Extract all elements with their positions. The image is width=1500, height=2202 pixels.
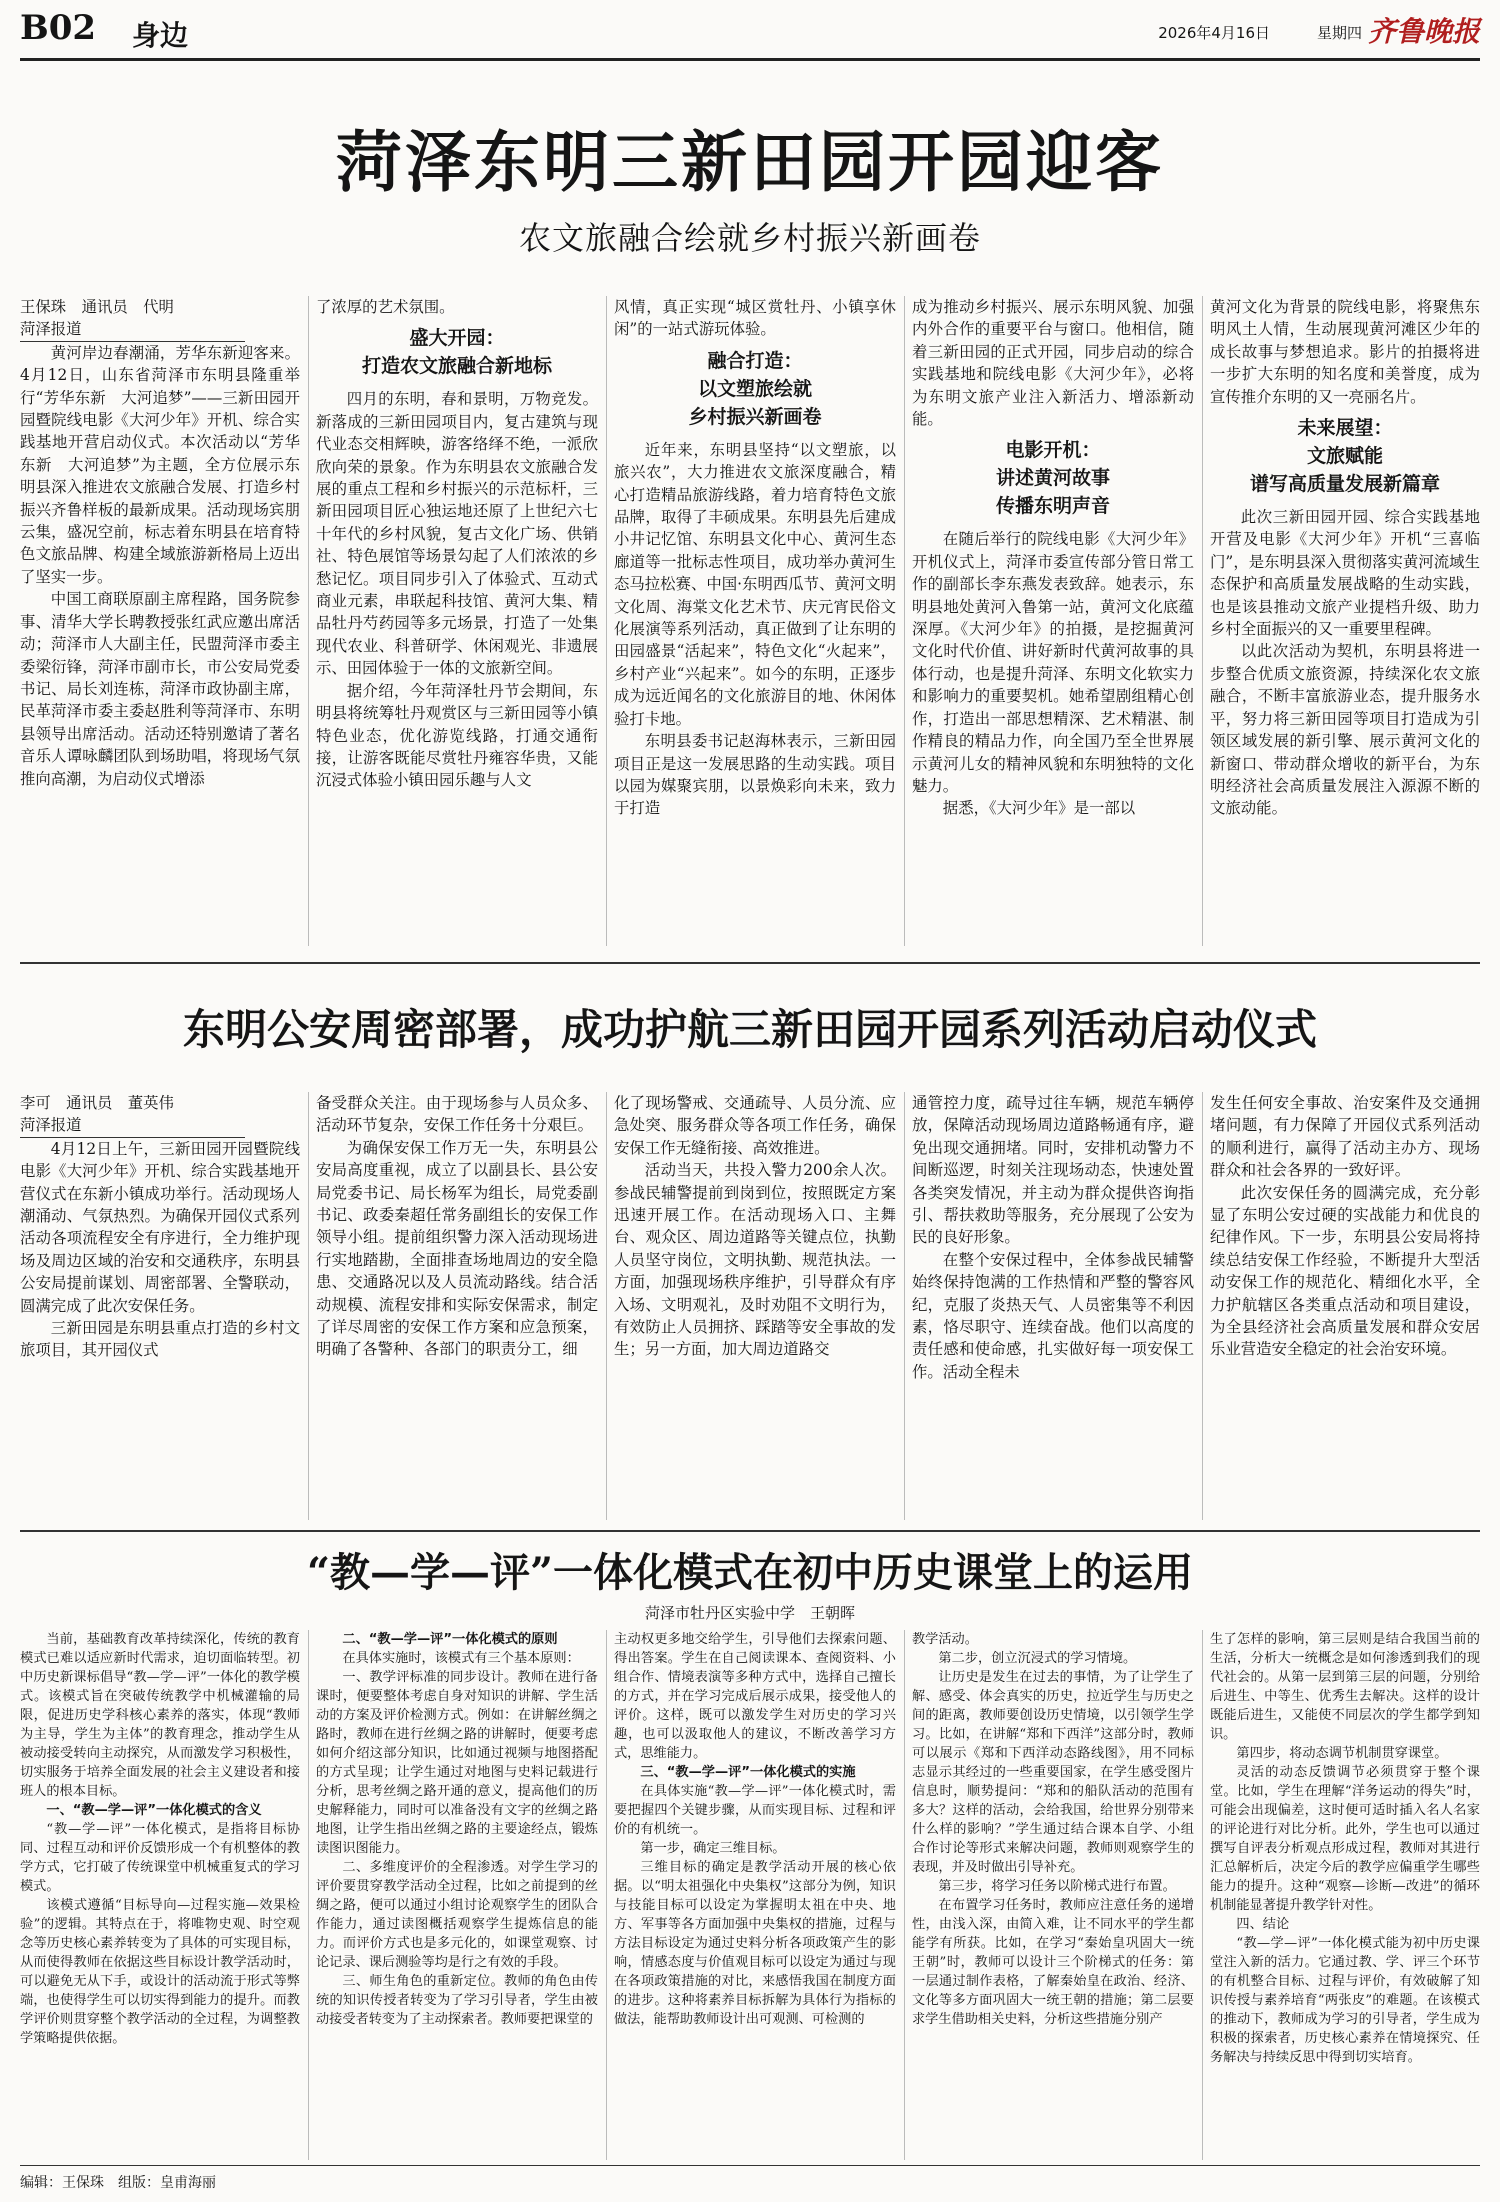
column-divider <box>606 296 607 946</box>
article3-author: 菏泽市牡丹区实验中学 王朝晖 <box>644 1604 855 1622</box>
paragraph: 第二步，创立沉浸式的学习情境。 <box>938 1651 1137 1666</box>
paragraph: 活动当天，共投入警力200余人次。参战民辅警提前到岗到位，按照既定方案迅速开展工作。在活动现场入口、主舞台、观众区、周边道路等关键点位，执勤人员坚守岗位，文明执勤、规范执法。一方面，加强现场秩序维护，引导群众有序入场、文明观礼，及时劝阻不文明行为，有效防止人员拥挤、踩踏等安全事故的发生；另一方面，加大周边道路交 <box>614 1161 896 1359</box>
subheading-line: 未来展望： <box>1297 417 1393 440</box>
article1-byline: 王保珠 通讯员 代明 <box>20 298 174 316</box>
paragraph: 据介绍，今年菏泽牡丹节会期间，东明县将统筹牡丹观赏区与三新田园等小镇特色业态，优化游览线路，打通交通衔接，让游客既能尽赏牡丹雍容华贵，又能沉浸式体验小镇田园乐趣与人文 <box>316 681 598 790</box>
subheading-line: 谱写高质量发展新篇章 <box>1249 473 1440 496</box>
paragraph: 以此次活动为契机，东明县将进一步整合优质文旅资源，持续深化农文旅融合，不断丰富旅游业态，提升服务水平，努力将三新田园等项目打造成为引领区域发展的新引擎、展示黄河文化的新窗口、带动群众增收的新平台，为东明经济社会高质量发展注入源源不断的文旅动能。 <box>1210 642 1480 818</box>
section-heading: 一、“教—学—评”一体化模式的含义 <box>46 1803 262 1818</box>
article2-column-2 <box>316 1092 598 1520</box>
article2-title: 东明公安周密部署，成功护航三新田园开园系列活动启动仪式 <box>182 1005 1317 1054</box>
paragraph: 东明县委书记赵海林表示，三新田园项目正是这一发展思路的生动实践。项目以园为媒聚宾朋，以景焕彩向未来，致力于打造 <box>614 732 896 818</box>
newspaper-logo: 齐鲁晚报 <box>1367 15 1480 48</box>
article1-column-1 <box>20 296 300 946</box>
paragraph: 第三步，将学习任务以阶梯式进行布置。 <box>938 1879 1176 1894</box>
article3-column-5 <box>1210 1630 1480 2160</box>
section-name: 身边 <box>132 19 189 52</box>
article3-title: “教—学—评”一体化模式在初中历史课堂上的运用 <box>306 1549 1193 1596</box>
paragraph: 黄河岸边春潮涌，芳华东新迎客来。4月12日，山东省菏泽市东明县隆重举行“芳华东新 大河追梦”——三新田园开园暨院线电影《大河少年》开机、综合实践基地开营启动仪式。本次活动以“芳华东新 大河追梦”为主题，全方位展示东明县深入推进农文旅融合发展、打造乡村振兴齐鲁样板的最新成果。活动现场宾朋云集，盛况空前，标志着东明县在培育特色文旅品牌、构建全域旅游新格局上迈出了坚实一步。 <box>20 343 300 586</box>
subheading-line: 乡村振兴新画卷 <box>688 405 822 428</box>
section-divider <box>20 962 1480 964</box>
paragraph: 在具体实施时，该模式有三个基本原则： <box>342 1651 580 1666</box>
paragraph: 据悉，《大河少年》是一部以 <box>942 799 1136 818</box>
column-divider <box>1202 1630 1203 2160</box>
subheading-outlook <box>1210 414 1480 498</box>
subheading-line: 打造农文旅融合新地标 <box>361 355 552 378</box>
section-heading: 二、“教—学—评”一体化模式的原则 <box>342 1632 558 1647</box>
issue-date: 2026年4月16日 <box>1158 24 1270 42</box>
paragraph: 生了怎样的影响，第三层则是结合我国当前的生活，分析大一统概念是如何渗透到我们的现代社会的。从第一层到第三层的问题，分别给后进生、中等生、优秀生去解决。这样的设计既能后进生，又能使不同层次的学生都学到知识。 <box>1210 1632 1480 1742</box>
article1-column-2 <box>316 296 598 946</box>
subheading-line: 传播东明声音 <box>995 495 1110 518</box>
article2-byline: 李可 通讯员 董英伟 <box>20 1094 174 1112</box>
article3-column-2 <box>316 1630 598 2160</box>
article2-column-1 <box>20 1092 300 1520</box>
column-divider <box>606 1630 607 2160</box>
section-divider <box>20 1530 1480 1532</box>
subheading-line: 文旅赋能 <box>1306 445 1383 468</box>
paragraph: 在随后举行的院线电影《大河少年》开机仪式上，菏泽市委宣传部分管日常工作的副部长李东燕发表致辞。她表示，东明县地处黄河入鲁第一站，黄河文化底蕴深厚。《大河少年》的拍摄，是挖掘黄河文化时代价值、讲好新时代黄河故事的具体行动，也是提升菏泽、东明文化软实力和影响力的重要契机。她希望剧组精心创作，打造出一部思想精深、艺术精湛、制作精良的精品力作，向全国乃至全世界展示黄河儿女的精神风貌和东明独特的文化魅力。 <box>912 530 1194 795</box>
paragraph: 灵活的动态反馈调节必须贯穿于整个课堂。比如，学生在理解“洋务运动的得失”时，可能会出现偏差，这时便可适时插入名人名家的评论进行对比分析。此外，学生也可以通过撰写自评表分析观点形成过程，教师对其进行汇总解析后，决定今后的教学应偏重学生哪些能力的提升。这种“观察—诊断—改进”的循环机制能显著提升教学针对性。 <box>1210 1765 1480 1913</box>
article1-subtitle: 农文旅融合绘就乡村振兴新画卷 <box>518 219 981 257</box>
page-number: B02 <box>20 8 97 48</box>
column-divider <box>904 1630 905 2160</box>
article2-column-3 <box>614 1092 896 1520</box>
paragraph: 成为推动乡村振兴、展示东明风貌、加强内外合作的重要平台与窗口。他相信，随着三新田园的正式开园，同步启动的综合实践基地和院线电影《大河少年》，必将为东明文旅产业注入新活力、增添新动能。 <box>912 298 1194 429</box>
subheading-line: 融合打造： <box>707 349 803 372</box>
paragraph: 四、结论 <box>1236 1917 1290 1932</box>
column-divider <box>1202 296 1203 946</box>
paragraph: 三新田园是东明县重点打造的乡村文旅项目，其开园仪式 <box>20 1319 300 1360</box>
article3-column-3 <box>614 1630 896 2160</box>
paragraph: 了浓厚的艺术氛围。 <box>316 298 455 316</box>
article3-column-4 <box>912 1630 1194 2160</box>
article1-column-3 <box>614 296 896 946</box>
paragraph: 在布置学习任务时，教师应注意任务的递增性，由浅入深，由简入难，让不同水平的学生都能学有所获。比如，在学习“秦始皇巩固大一统王朝”时，教师可以设计三个阶梯式的任务：第一层通过制作表格，了解秦始皇在政治、经济、文化等多方面巩固大一统王朝的措施；第二层要求学生借助相关史料，分析这些措施分别产 <box>912 1898 1194 2027</box>
paragraph: 黄河文化为背景的院线电影，将聚焦东明风土人情，生动展现黄河滩区少年的成长故事与梦想追求。影片的拍摄将进一步扩大东明的知名度和美誉度，成为宣传推介东明的又一亮丽名片。 <box>1210 298 1480 406</box>
paragraph: 让历史是发生在过去的事情，为了让学生了解、感受、体会真实的历史，拉近学生与历史之间的距离，教师要创设历史情境，以引领学生学习。比如，在讲解“郑和下西洋”这部分时，教师可以展示《郑和下西洋动态路线图》，用不同标志显示其经过的一些重要国家，在学生感受图片信息时，顺势提问：“郑和的船队活动的范围有多大？这样的活动，会给我国，给世界分别带来什么样的影响？”学生通过结合课本自学、小组合作讨论等形式来解决问题，教师则观察学生的表现，并及时做出引导补充。 <box>912 1670 1194 1875</box>
paragraph: 备受群众关注。由于现场参与人员众多、活动环节复杂，安保工作任务十分艰巨。 <box>316 1094 598 1135</box>
column-divider <box>308 296 309 946</box>
article1-column-4 <box>912 296 1194 946</box>
column-divider <box>606 1092 607 1520</box>
paragraph: 第四步，将动态调节机制贯穿课堂。 <box>1236 1746 1448 1761</box>
footer-credits: 编辑：王保珠 组版：皇甫海丽 <box>20 2175 216 2191</box>
article1-source: 菏泽报道 <box>20 318 245 341</box>
column-divider <box>904 296 905 946</box>
subheading-line: 盛大开园： <box>409 327 505 350</box>
paragraph: 第一步，确定三维目标。 <box>640 1841 786 1856</box>
subheading-grand-opening <box>316 324 598 380</box>
footer-rule <box>20 2165 1480 2166</box>
paragraph: 中国工商联原副主席程路，国务院参事、清华大学长聘教授张红武应邀出席活动；菏泽市人大副主任，民盟菏泽市委主委梁衍锋，菏泽市副市长，市公安局党委书记、局长刘连栋，菏泽市政协副主席，民革菏泽市委主委赵胜利等菏泽市、东明县领导出席活动。活动还特别邀请了著名音乐人谭咏麟团队到场助唱，将现场气氛推向高潮，为启动仪式增添 <box>20 590 300 788</box>
article1-column-5 <box>1210 296 1480 946</box>
paragraph: 三维目标的确定是教学活动开展的核心依据。以“明太祖强化中央集权”这部分为例，知识与技能目标可以设定为掌握明太祖在中央、地方、军事等各方面加强中央集权的措施，过程与方法目标设定为通过史料分析各项政策产生的影响，情感态度与价值观目标可以设定为通过与现在各项政策措施的对比，来感悟我国在制度方面的进步。这种将素养目标拆解为具体行为指标的做法，能帮助教师设计出可观测、可检测的 <box>614 1860 896 2027</box>
paragraph: “教—学—评”一体化模式能为初中历史课堂注入新的活力。它通过教、学、评三个环节的有机整合目标、过程与评价，有效破解了知识传授与素养培育“两张皮”的难题。在该模式的推动下，教师成为学习的引导者，学生成为积极的探索者，历史核心素养在情境探究、任务解决与持续反思中得到切实培育。 <box>1210 1936 1480 2065</box>
paragraph: “教—学—评”一体化模式，是指将目标协同、过程互动和评价反馈形成一个有机整体的教学方式，它打破了传统课堂中机械重复式的学习模式。 <box>20 1822 300 1894</box>
paragraph: 发生任何安全事故、治安案件及交通拥堵问题，有力保障了开园仪式系列活动的顺利进行，赢得了活动主办方、现场群众和社会各界的一致好评。 <box>1210 1094 1480 1180</box>
paragraph: 为确保安保工作万无一失，东明县公安局高度重视，成立了以副县长、县公安局党委书记、局长杨军为组长，局党委副书记、政委秦超任常务副组长的安保工作领导小组。提前组织警力深入活动现场进行实地踏勘，全面排查场地周边的安全隐患、交通路况以及人员流动路线。结合活动规模、流程安排和实际安保需求，制定了详尽周密的安保工作方案和应急预案，明确了各警种、各部门的职责分工，细 <box>316 1138 598 1359</box>
article1-title: 菏泽东明三新田园开园迎客 <box>336 123 1164 201</box>
column-divider <box>1202 1092 1203 1520</box>
article2-column-5 <box>1210 1092 1480 1520</box>
paragraph: 在整个安保过程中，全体参战民辅警始终保持饱满的工作热情和严整的警容风纪，克服了炎热天气、人员密集等不利因素，恪尽职守、连续奋战。他们以高度的责任感和使命感，扎实做好每一项安保工作。活动全程未 <box>912 1250 1194 1381</box>
paragraph: 教学活动。 <box>912 1632 978 1647</box>
subheading-integration <box>614 347 896 431</box>
subheading-line: 讲述黄河故事 <box>995 467 1110 490</box>
paragraph: 此次三新田园开园、综合实践基地开营及电影《大河少年》开机“三喜临门”，是东明县深入贯彻落实黄河流域生态保护和高质量发展战略的生动实践，也是该县推动文旅产业提档升级、助力乡村全面振兴的又一重要里程碑。 <box>1210 508 1480 639</box>
subheading-line: 电影开机： <box>1005 439 1101 462</box>
paragraph: 风情，真正实现“城区赏牡丹、小镇享休闲”的一站式游玩体验。 <box>614 298 896 339</box>
column-divider <box>308 1630 309 2160</box>
paragraph: 此次安保任务的圆满完成，充分彰显了东明公安过硬的实战能力和优良的纪律作风。下一步，东明县公安局将持续总结安保工作经验，不断提升大型活动安保工作的规范化、精细化水平，全力护航辖区各类重点活动和项目建设，为全县经济社会高质量发展和群众安居乐业营造安全稳定的社会治安环境。 <box>1210 1183 1480 1359</box>
article2-column-4 <box>912 1092 1194 1520</box>
paragraph: 通管控力度，疏导过往车辆，规范车辆停放，保障活动现场周边道路畅通有序，避免出现交通拥堵。同时，安排机动警力不间断巡逻，时刻关注现场动态，快速处置各类突发情况，并主动为群众提供咨询指引、帮扶救助等服务，充分展现了公安为民的良好形象。 <box>912 1094 1194 1247</box>
column-divider <box>308 1092 309 1520</box>
masthead-rule <box>20 58 1480 61</box>
paragraph: 在具体实施“教—学—评”一体化模式时，需要把握四个关键步骤，从而实现目标、过程和评价的有机统一。 <box>614 1784 896 1837</box>
column-divider <box>904 1092 905 1520</box>
paragraph: 4月12日上午，三新田园开园暨院线电影《大河少年》开机、综合实践基地开营仪式在东新小镇成功举行。活动现场人潮涌动、气氛热烈。为确保开园仪式系列活动各项流程安全有序进行，全力维护现场及周边区域的治安和交通秩序，东明县公安局提前谋划、周密部署、全警联动，圆满完成了此次安保任务。 <box>20 1139 300 1315</box>
article3-column-1 <box>20 1630 300 2160</box>
paragraph: 近年来，东明县坚持“以文塑旅，以旅兴农”，大力推进农文旅深度融合，精心打造精品旅游线路，着力培育特色文旅品牌，取得了丰硕成果。东明县先后建成小井记忆馆、东明县文化中心、黄河生态廊道等一批标志性项目，成功举办黄河生态马拉松赛、中国·东明西瓜节、黄河文明文化周、海棠文化艺术节、庆元宵民俗文化展演等系列活动，真正做到了让东明的田园盛景“活起来”，特色文化“火起来”，乡村产业“兴起来”。如今的东明，正逐步成为远近闻名的文化旅游目的地、休闲体验打卡地。 <box>614 440 896 728</box>
paragraph: 二、多维度评价的全程渗透。对学生学习的评价要贯穿教学活动全过程，比如之前提到的丝绸之路，便可以通过小组讨论观察学生的团队合作能力，通过读图概括观察学生提炼信息的能力。而评价方式也是多元化的，如课堂观察、讨论记录、课后测验等均是行之有效的手段。 <box>316 1860 598 1970</box>
paragraph: 化了现场警戒、交通疏导、人员分流、应急处突、服务群众等各项工作任务，确保安保工作无缝衔接、高效推进。 <box>614 1094 896 1157</box>
subheading-line: 以文塑旅绘就 <box>697 377 812 400</box>
paragraph: 主动权更多地交给学生，引导他们去探索问题、得出答案。学生在自己阅读课本、查阅资料、小组合作、情境表演等多种方式中，选择自己擅长的方式，并在学习完成后展示成果，接受他人的评价。这样，既可以激发学生对历史的学习兴趣，也可以汲取他人的建议，不断改善学习方式，思维能力。 <box>614 1632 896 1761</box>
article2-source: 菏泽报道 <box>20 1114 245 1137</box>
paragraph: 四月的东明，春和景明，万物竞发。新落成的三新田园项目内，复古建筑与现代业态交相辉映，游客络绎不绝，一派欣欣向荣的景象。作为东明县农文旅融合发展的重点工程和乡村振兴的示范标杆，三新田园项目匠心独运地还原了上世纪六七十年代的乡村风貌，复古文化广场、供销社、特色展馆等场景勾起了人们浓浓的乡愁记忆。项目同步引入了体验式、互动式商业元素，串联起科技馆、黄河大集、精品牡丹芍药园等多元场景，打造了一处集现代农业、科普研学、休闲观光、非遗展示、田园体验于一体的文旅新空间。 <box>316 390 598 678</box>
issue-weekday: 星期四 <box>1316 24 1362 42</box>
paragraph: 该模式遵循“目标导向—过程实施—效果检验”的逻辑。其特点在于，将唯物史观、时空观念等历史核心素养转变为了具体的可实现目标，从而使得教师在依据这些目标设计教学活动时，可以避免无从下手，或设计的活动流于形式等弊端，也使得学生可以切实得到能力的提升。而教学评价则贯穿整个教学活动的全过程，为调整教学策略提供依据。 <box>20 1898 300 2046</box>
masthead <box>20 8 1480 58</box>
section-heading: 三、“教—学—评”一体化模式的实施 <box>640 1765 856 1780</box>
paragraph: 三、师生角色的重新定位。教师的角色由传统的知识传授者转变为了学习引导者，学生由被动接受者转变为了主动探索者。教师要把课堂的 <box>316 1974 598 2027</box>
subheading-film <box>912 436 1194 520</box>
paragraph: 当前，基础教育改革持续深化，传统的教育模式已难以适应新时代需求，迫切面临转型。初中历史新课标倡导“教—学—评”一体化的教学模式。该模式旨在突破传统教学中机械灌输的局限，促进历史学科核心素养的落实，体现“教师为主导，学生为主体”的教育理念，推动学生从被动接受转向主动探究，从而激发学习积极性，切实服务于培养全面发展的社会主义建设者和接班人的根本目标。 <box>20 1632 300 1799</box>
paragraph: 一、教学评标准的同步设计。教师在进行备课时，便要整体考虑自身对知识的讲解、学生活动的方案及评价检测方式。例如：在讲解丝绸之路时，教师在进行丝绸之路的讲解时，便要考虑如何介绍这部分知识，比如通过视频与地图搭配的方式呈现；让学生通过对地图与史料记载进行分析，思考丝绸之路开通的意义，提高他们的历史解释能力，同时可以准备没有文字的丝绸之路地图，让学生指出丝绸之路的主要途经点，锻炼读图识图能力。 <box>316 1670 598 1856</box>
